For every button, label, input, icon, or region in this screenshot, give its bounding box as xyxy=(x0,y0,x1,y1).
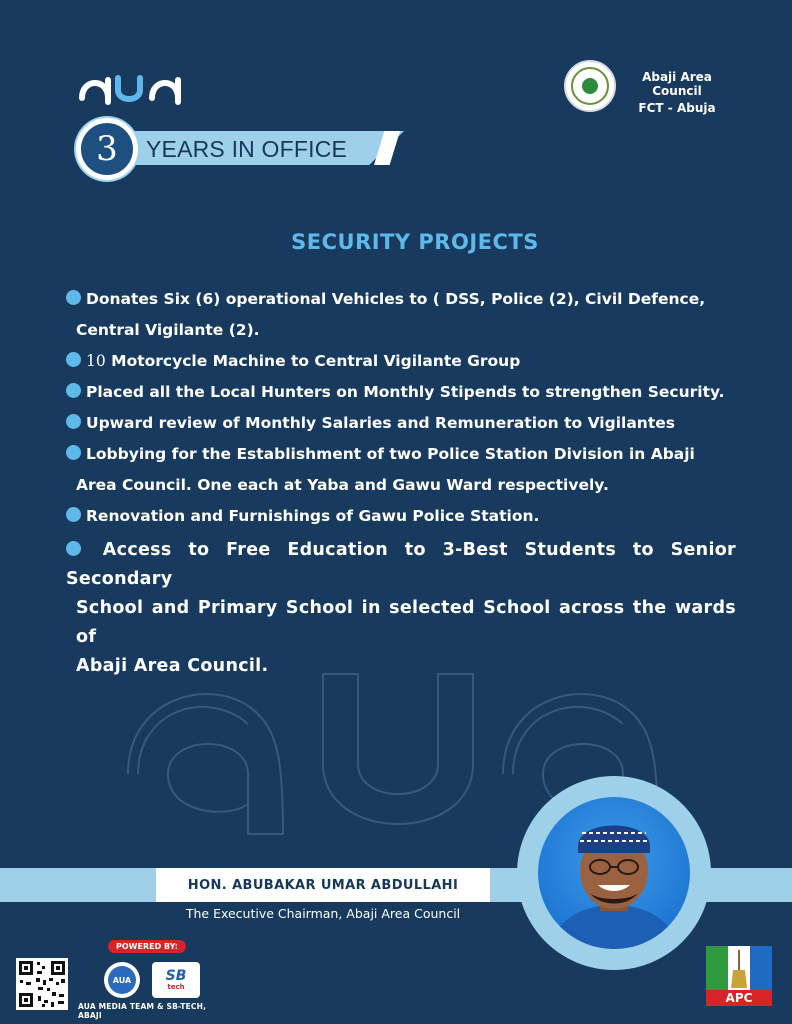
chairman-role: The Executive Chairman, Abaji Area Council xyxy=(185,906,461,921)
list-item xyxy=(66,408,736,439)
bullet-icon xyxy=(66,290,81,305)
apc-party-logo-icon xyxy=(706,946,772,1006)
list-item xyxy=(66,346,736,377)
media-team-credit: AUA MEDIA TEAM & SB-TECH, ABAJI xyxy=(78,1002,207,1020)
powered-by-label: POWERED BY: xyxy=(108,940,186,953)
sb-tech-logo-icon xyxy=(152,962,200,998)
council-name-line2: FCT - Abuja xyxy=(638,101,716,115)
item-text: Placed all the Local Hunters on Monthly Stipends to strengthen Security. xyxy=(86,383,725,401)
bullet-icon xyxy=(66,507,81,522)
bullet-icon xyxy=(66,352,81,367)
item-text: Access to Free Education to 3-Best Students to Senior Secondary xyxy=(66,540,736,589)
aua-media-logo-text: AUA xyxy=(108,966,136,994)
item-text: Motorcycle Machine to Central Vigilante Group xyxy=(111,352,521,370)
list-item xyxy=(66,284,736,346)
item-text: Area Council. One each at Yaba and Gawu Ward respectively. xyxy=(76,476,609,494)
chairman-portrait xyxy=(538,797,690,949)
bullet-icon xyxy=(66,445,81,460)
portrait-figure-icon xyxy=(538,797,690,949)
council-name xyxy=(622,70,732,115)
list-item xyxy=(66,377,736,408)
sb-tech-logo-main: SB xyxy=(165,968,187,984)
section-title: SECURITY PROJECTS xyxy=(291,230,539,254)
item-text: School and Primary School in selected School across the wards of xyxy=(76,598,736,647)
council-seal-icon xyxy=(564,60,616,112)
aua-logo-icon xyxy=(78,66,184,106)
projects-list xyxy=(66,284,736,681)
bullet-icon xyxy=(66,383,81,398)
broom-icon xyxy=(730,950,748,988)
years-text: YEARS IN OFFICE xyxy=(146,136,348,162)
aua-media-logo-icon xyxy=(104,962,140,998)
item-text: Renovation and Furnishings of Gawu Police Station. xyxy=(86,507,540,525)
item-text: Abaji Area Council. xyxy=(76,656,269,676)
item-text: Lobbying for the Establishment of two Police Station Division in Abaji xyxy=(86,445,695,463)
item-text: Upward review of Monthly Salaries and Remuneration to Vigilantes xyxy=(86,414,675,432)
sb-tech-logo-sub: tech xyxy=(167,983,185,991)
item-number: 10 xyxy=(86,352,106,370)
item-text: Donates Six (6) operational Vehicles to ( DSS, Police (2), Civil Defence, xyxy=(86,290,706,308)
bullet-icon xyxy=(66,541,81,556)
list-item xyxy=(66,439,736,501)
list-item xyxy=(66,501,736,532)
item-text: Central Vigilante (2). xyxy=(76,321,260,339)
apc-label: APC xyxy=(706,990,772,1006)
qr-code-icon xyxy=(16,958,68,1010)
years-in-office-badge xyxy=(76,118,406,180)
chairman-name: HON. ABUBAKAR UMAR ABDULLAHI xyxy=(156,868,490,902)
years-number: 3 xyxy=(76,118,138,180)
council-name-line1: Abaji Area Council xyxy=(642,70,712,98)
bullet-icon xyxy=(66,414,81,429)
